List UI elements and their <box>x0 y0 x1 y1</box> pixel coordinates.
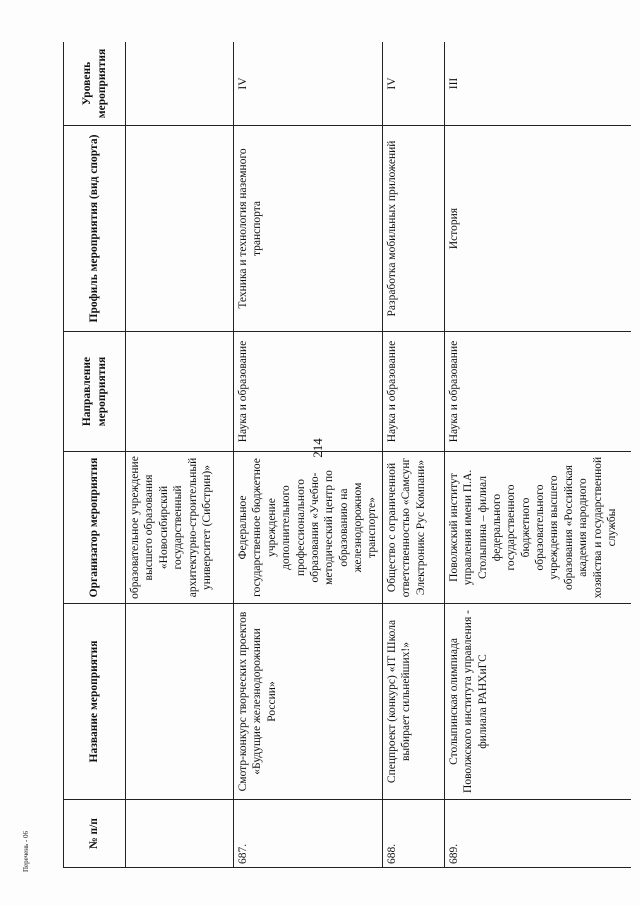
cell-num: 689. <box>444 800 631 868</box>
rotated-table-container <box>63 42 631 868</box>
table-row <box>126 42 234 868</box>
cell-profile: Техника и технология наземного транспорта <box>234 126 383 332</box>
table-header-row <box>64 42 126 868</box>
cell-profile <box>126 126 234 332</box>
cell-direction: Наука и образование <box>382 332 444 452</box>
header-organizer: Организатор мероприятия <box>64 452 126 604</box>
events-table <box>63 42 631 868</box>
cell-organizer: Федеральное государственное бюджетное учреждение дополнительного профессионального образования «Учебно-методический центр по образованию на железнодорожном транспорте» <box>234 452 383 604</box>
cell-profile: Разработка мобильных приложений <box>382 126 444 332</box>
cell-name: Смотр-конкурс творческих проектов «Будущие железнодорожники России» <box>234 604 383 800</box>
header-direction: Направление мероприятия <box>64 332 126 452</box>
cell-direction <box>126 332 234 452</box>
header-level: Уровень мероприятия <box>64 42 126 126</box>
footer-note: Перечень - 06 <box>22 831 30 872</box>
header-name: Название мероприятия <box>64 604 126 800</box>
cell-direction: Наука и образование <box>444 332 631 452</box>
cell-profile: История <box>444 126 631 332</box>
cell-name: Столыпинская олимпиада Поволжского института управления - филиала РАНХиГС <box>444 604 631 800</box>
cell-direction: Наука и образование <box>234 332 383 452</box>
cell-level <box>126 42 234 126</box>
cell-organizer: образовательное учреждение высшего образования «Новосибирский государственный архитектурно-строительный университет (Сибстрин)» <box>126 452 234 604</box>
page-number: 214 <box>310 438 325 458</box>
cell-level: IV <box>234 42 383 126</box>
header-num: № п/п <box>64 800 126 868</box>
table-row <box>234 42 383 868</box>
cell-name: Спецпроект (конкурс) «IT Школа выбирает сильнейших!» <box>382 604 444 800</box>
cell-organizer: Общество с ограниченной ответственностью «Самсунг Электроникс Рус Компани» <box>382 452 444 604</box>
events-table-wrapper <box>63 42 631 868</box>
cell-level: IV <box>382 42 444 126</box>
cell-num <box>126 800 234 868</box>
cell-level: III <box>444 42 631 126</box>
table-row <box>382 42 444 868</box>
cell-name <box>126 604 234 800</box>
cell-num: 687. <box>234 800 383 868</box>
cell-num: 688. <box>382 800 444 868</box>
cell-organizer: Поволжский институт управления имени П.А. Столыпина – филиал федерального государственного бюджетного образовательного учреждения высшего образования «Российская академия народного хозяйства и государственной службы <box>444 452 631 604</box>
table-row <box>444 42 631 868</box>
header-profile: Профиль мероприятия (вид спорта) <box>64 126 126 332</box>
